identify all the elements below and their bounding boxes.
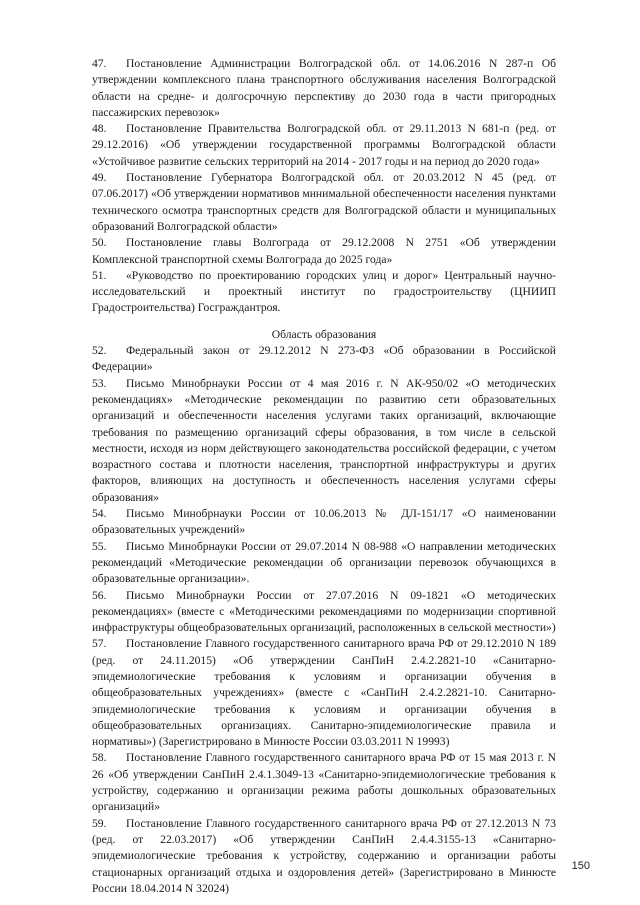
list-item: [92, 750, 556, 815]
item-number: 53.: [92, 376, 107, 390]
item-number: 52.: [92, 344, 107, 358]
list-item: [92, 816, 556, 897]
entries-education: [92, 343, 556, 897]
list-item: [92, 506, 556, 539]
item-number: 48.: [92, 122, 107, 136]
list-item: [92, 170, 556, 235]
list-item: [92, 588, 556, 637]
item-number: 57.: [92, 637, 107, 651]
item-text: «Руководство по проектированию городских улиц и дорог» Центральный научно-исследовательский и проектный институт по градостроительству (ЦНИИП Градостроительства) Госграждантроя.: [92, 268, 556, 315]
item-number: 58.: [92, 751, 107, 765]
section-title: Область образования: [271, 327, 377, 341]
item-text: Письмо Минобрнауки России от 10.06.2013 № ДЛ-151/17 «О наименовании образовательных учреждений»: [92, 507, 556, 537]
item-text: Постановление Администрации Волгоградской обл. от 14.06.2016 N 287-п Об утверждении комплексного плана транспортного обслуживания населения Волгоградской области на средне- и долгосрочную перспективу до 2030 года в части пригородных пассажирских перевозок»: [92, 57, 556, 119]
item-number: 47.: [92, 57, 107, 70]
item-number: 54.: [92, 507, 107, 521]
list-item: [92, 121, 556, 170]
item-number: 49.: [92, 171, 107, 185]
list-item: [92, 56, 556, 121]
item-text: Федеральный закон от 29.12.2012 N 273-ФЗ «Об образовании в Российской Федерации»: [92, 344, 556, 374]
item-text: Письмо Минобрнауки России от 29.07.2014 N 08-988 «О направлении методических рекомендаций «Методические рекомендации об организации перевозок обучающихся в образовательные организации».: [92, 539, 556, 586]
document-page: [92, 56, 556, 897]
list-item: [92, 343, 556, 376]
list-item: [92, 268, 556, 317]
item-number: 56.: [92, 588, 107, 602]
entries-transport: [92, 56, 556, 317]
item-number: 55.: [92, 539, 107, 553]
item-text: Постановление Главного государственного санитарного врача РФ от 15 мая 2013 г. N 26 «Об утверждении СанПиН 2.4.1.3049-13 «Санитарно-эпидемиологические требования к устройству, содержанию и организации режима работы дошкольных образовательных организаций»: [92, 751, 556, 814]
item-number: 50.: [92, 236, 107, 250]
item-text: Постановление Правительства Волгоградской обл. от 29.11.2013 N 681-п (ред. от 29.12.2016) «Об утверждении государственной программы Волгоградской области «Устойчивое развитие сельских территорий на 2014 - 2017 годы и на период до 2020 года»: [92, 122, 556, 168]
item-text: Постановление Губернатора Волгоградской обл. от 20.03.2012 N 45 (ред. от 07.06.2017) «Об утверждении нормативов минимальной обеспеченности населения пунктами технического осмотра транспортных средств для Волгоградской области и муниципальных образований Волгоградской области»: [92, 171, 556, 233]
item-text: Постановление главы Волгограда от 29.12.2008 N 2751 «Об утверждении Комплексной транспортной схемы Волгограда до 2025 года»: [92, 236, 556, 266]
item-number: 51.: [92, 268, 107, 282]
list-item: [92, 636, 556, 750]
list-item: [92, 539, 556, 588]
page-number: 150: [571, 860, 590, 872]
item-text: Письмо Минобрнауки России от 4 мая 2016 г. N АК-950/02 «О методических рекомендациях» «Методические рекомендации по развитию сети образовательных организаций и обеспеченности населения услугами таких организаций, включающие требования по размещению организаций сферы образования, в том числе в сельской местности, исходя из норм действующего законодательства российской федерации, с учетом возрастного состава и плотности населения, транспортной инфраструктуры и других факторов, влияющих на доступность и обеспеченность населения услугами сферы образования»: [92, 376, 556, 504]
list-item: [92, 376, 556, 506]
item-number: 59.: [92, 816, 107, 830]
item-text: Письмо Минобрнауки России от 27.07.2016 N 09-1821 «О методических рекомендациях» (вместе с «Методическими рекомендациями по модернизации спортивной инфраструктуры общеобразовательных организаций, расположенных в сельской местности»): [92, 588, 556, 635]
item-text: Постановление Главного государственного санитарного врача РФ от 27.12.2013 N 73 (ред. от 22.03.2017) «Об утверждении СанПиН 2.4.4.3155-13 «Санитарно-эпидемиологические требования к устройству, содержанию и организации работы стационарных организаций отдыха и оздоровления детей» (Зарегистрировано в Минюсте России 18.04.2014 N 32024): [92, 816, 556, 895]
item-text: Постановление Главного государственного санитарного врача РФ от 29.12.2010 N 189 (ред. от 24.11.2015) «Об утверждении СанПиН 2.4.2.2821-10 «Санитарно-эпидемиологические требования к условиям и организации обучения в общеобразовательных учреждениях» (вместе с «СанПиН 2.4.2.2821-10. Санитарно-эпидемиологические требования к условиям и организации обучения в общеобразовательных организациях. Санитарно-эпидемиологические правила и нормативы») (Зарегистрировано в Минюсте России 03.03.2011 N 19993): [92, 637, 556, 749]
list-item: [92, 235, 556, 268]
